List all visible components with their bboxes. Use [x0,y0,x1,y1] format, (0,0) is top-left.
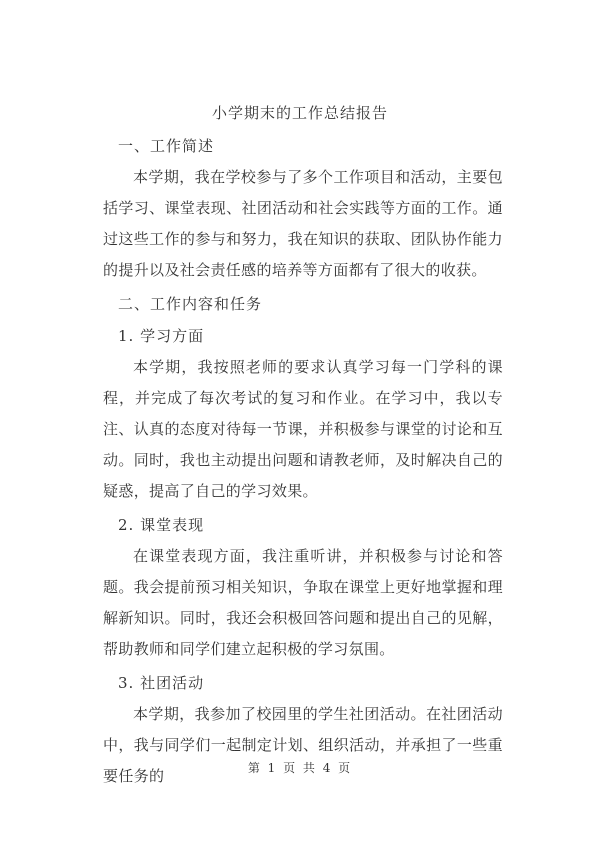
subheading-study: 1. 学习方面 [118,327,205,345]
subheading-classroom: 2. 课堂表现 [118,516,205,534]
section-heading-overview: 一、工作简述 [118,137,215,155]
subheading-club: 3. 社团活动 [118,674,205,692]
document-body [103,130,503,794]
paragraph-club: 本学期，我参加了校园里的学生社团活动。在社团活动中，我与同学们一起制定计划、组织活动，并承担了一些重要任务的 [103,705,503,785]
paragraph-classroom: 在课堂表现方面，我注重听讲，并积极参与讨论和答题。我会提前预习相关知识，争取在课堂上更好地掌握和理解新知识。同时，我还会积极回答问题和提出自己的见解，帮助教师和同学们建立起积极的学习氛围。 [103,547,503,658]
section-heading-work-content: 二、工作内容和任务 [118,295,263,313]
document-title: 小学期末的工作总结报告 [211,104,388,122]
paragraph-overview: 本学期，我在学校参与了多个工作项目和活动，主要包括学习、课堂表现、社团活动和社会实践等方面的工作。通过这些工作的参与和努力，我在知识的获取、团队协作能力的提升以及社会责任感的培养等方面都有了很大的收获。 [103,168,503,279]
paragraph-study: 本学期，我按照老师的要求认真学习每一门学科的课程，并完成了每次考试的复习和作业。在学习中，我以专注、认真的态度对待每一节课，并积极参与课堂的讨论和互动。同时，我也主动提出问题和请教老师，及时解决自己的疑惑，提高了自己的学习效果。 [103,358,503,500]
page-number: 第 1 页 共 4 页 [247,761,353,775]
